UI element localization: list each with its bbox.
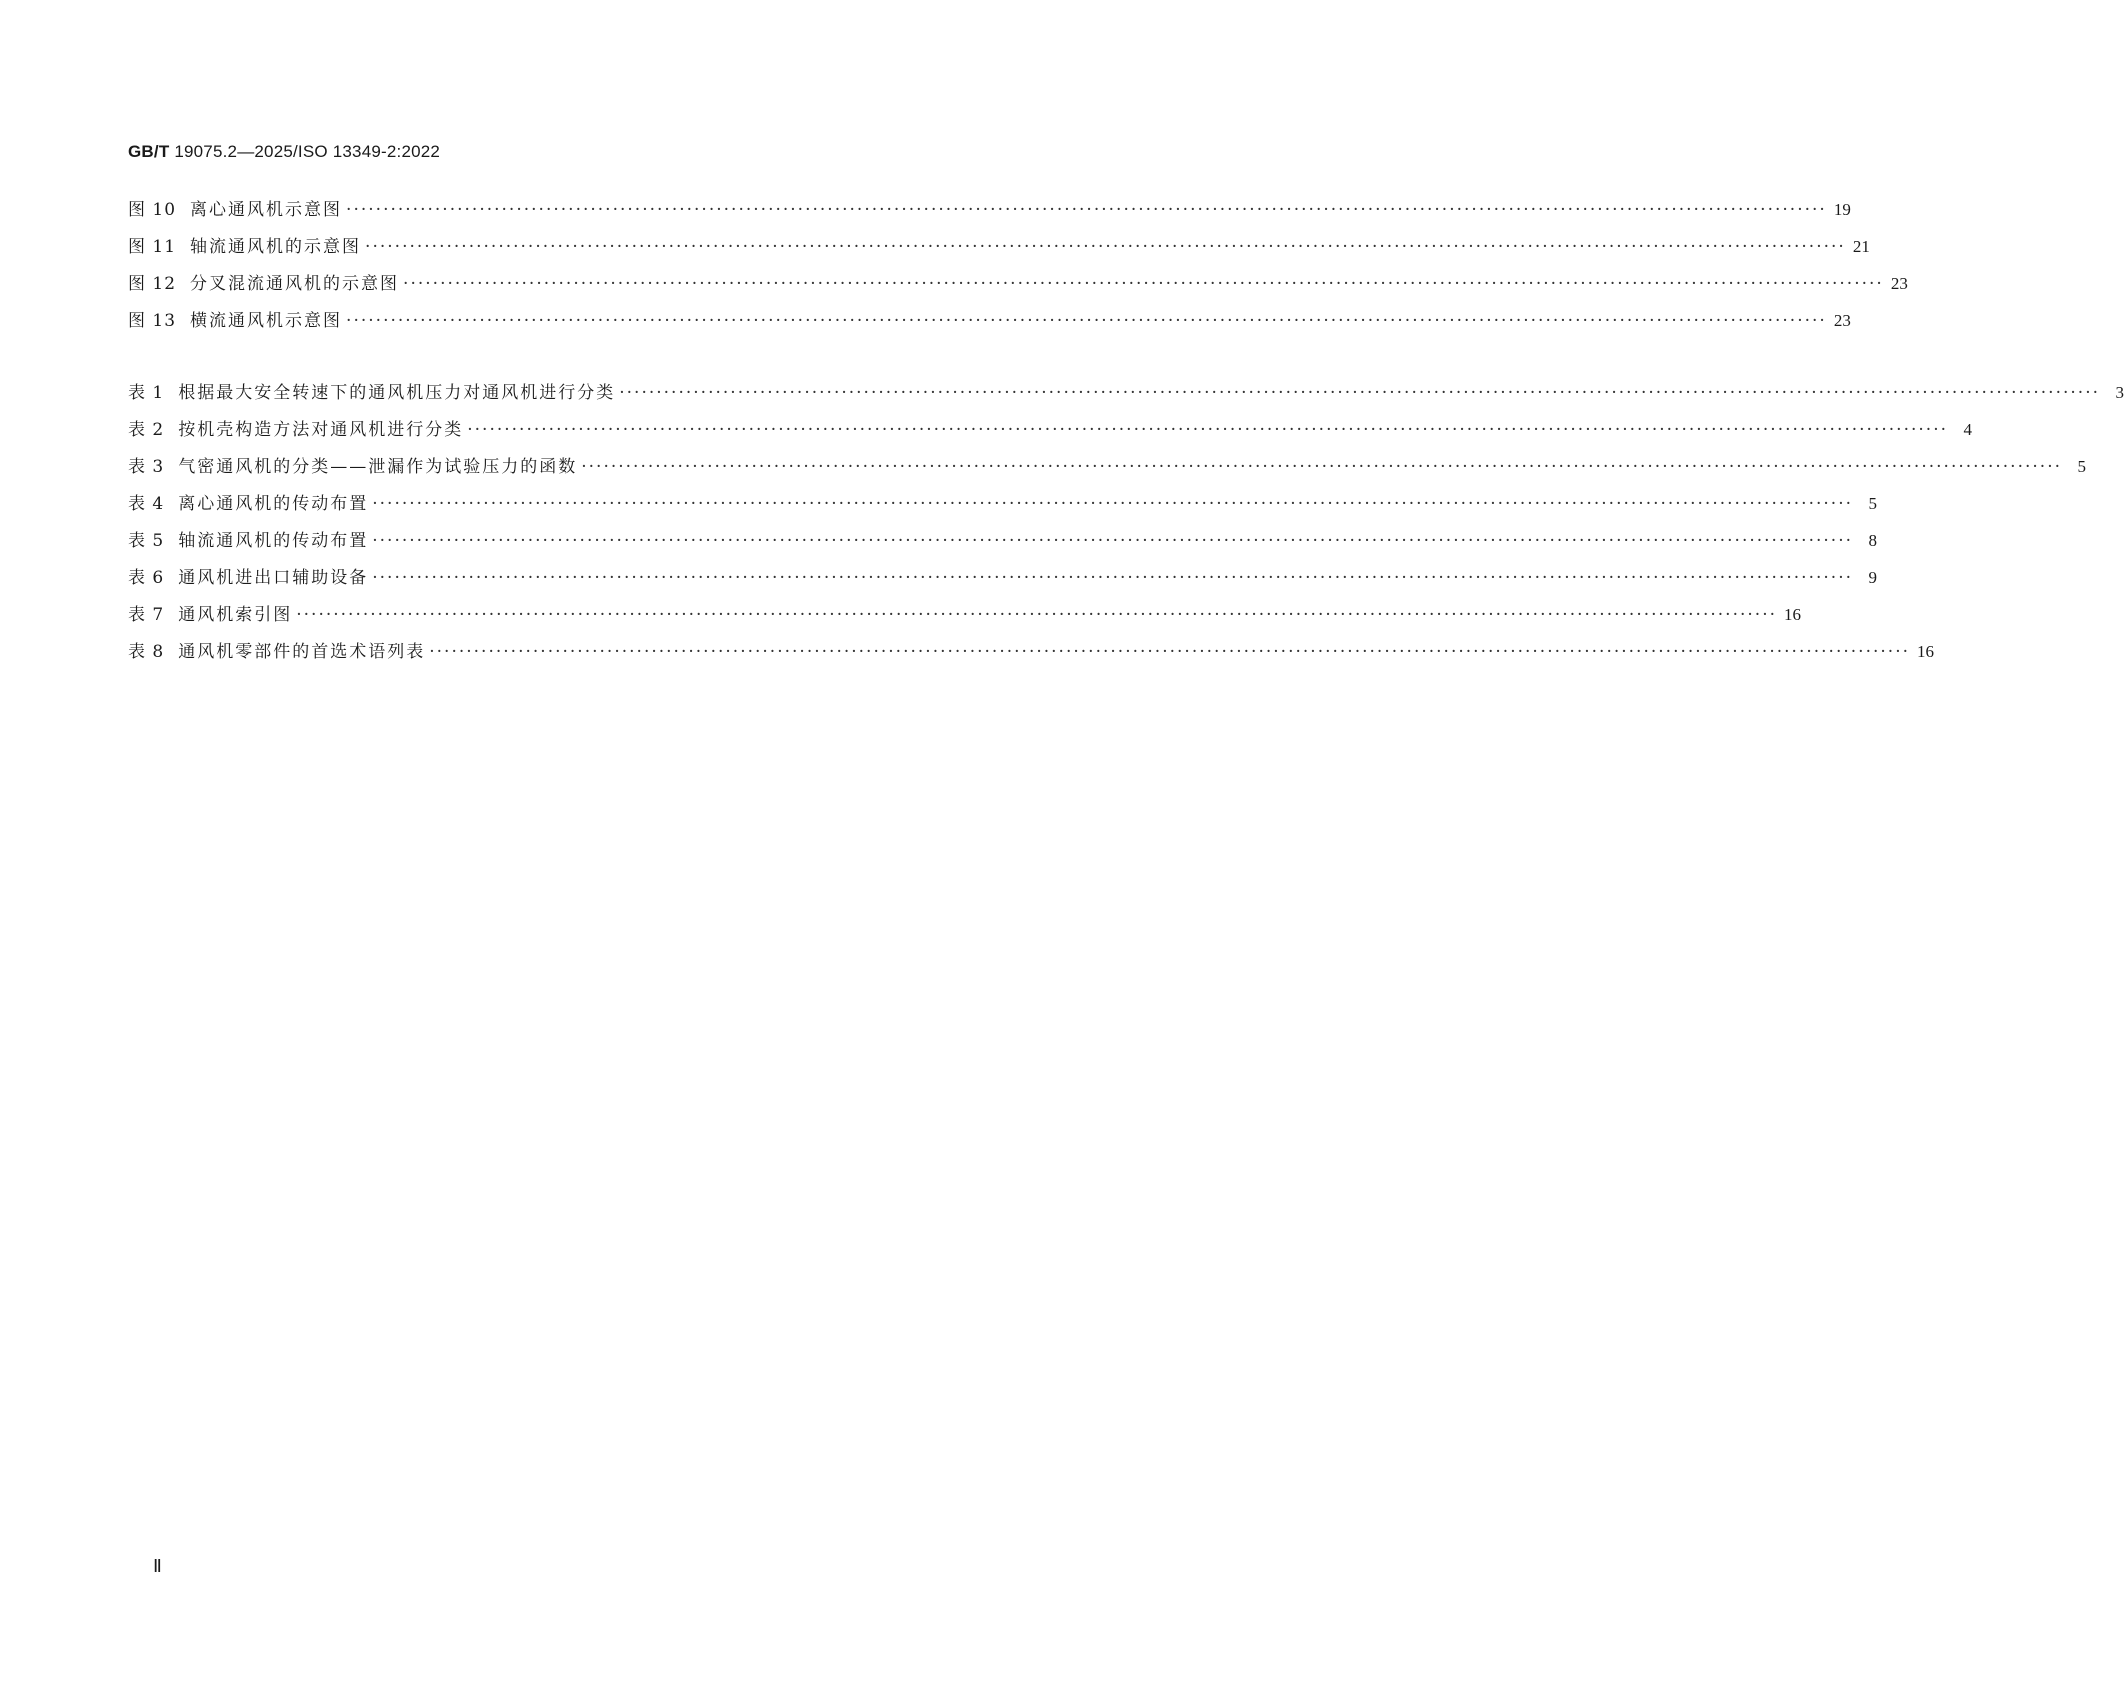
entry-title: 横流通风机示意图 xyxy=(190,311,343,331)
entry-label: 图 10 xyxy=(128,200,177,220)
entry-title: 通风机索引图 xyxy=(178,605,293,625)
toc-entry-table-8[interactable] xyxy=(128,637,1934,674)
toc-entry-figure-11[interactable] xyxy=(128,232,1870,269)
entry-title: 按机壳构造方法对通风机进行分类 xyxy=(178,420,464,440)
toc-entry-table-7[interactable] xyxy=(128,600,1801,637)
entry-title: 通风机进出口辅助设备 xyxy=(178,568,369,588)
dot-leader: ········································································································································································································ xyxy=(346,200,1827,220)
toc-entry-figure-12[interactable] xyxy=(128,269,1908,306)
entry-page: 23 xyxy=(1890,274,1908,293)
entry-page: 19 xyxy=(1833,200,1851,219)
entry-label: 图 12 xyxy=(128,274,177,294)
entry-page: 21 xyxy=(1852,237,1870,256)
entry-label: 表 2 xyxy=(128,420,165,440)
toc-entry-table-3[interactable] xyxy=(128,452,2086,489)
dot-leader: ········································································································································································································ xyxy=(296,605,1777,625)
entry-page: 23 xyxy=(1833,311,1851,330)
dot-leader: ········································································································································································································ xyxy=(581,457,2062,477)
toc-entry-figure-13[interactable] xyxy=(128,306,1851,343)
entry-title: 气密通风机的分类——泄漏作为试验压力的函数 xyxy=(178,457,578,477)
toc-entry-table-1[interactable] xyxy=(128,378,2124,415)
dot-leader: ········································································································································································································ xyxy=(429,642,1910,662)
figure-list xyxy=(128,195,1908,343)
entry-page: 4 xyxy=(1963,420,1972,439)
entry-label: 图 11 xyxy=(128,237,177,257)
entry-page: 8 xyxy=(1868,531,1877,550)
entry-page: 9 xyxy=(1868,568,1877,587)
document-header xyxy=(128,142,440,162)
page-number: Ⅱ xyxy=(153,1556,162,1576)
entry-label: 表 4 xyxy=(128,494,165,514)
entry-title: 根据最大安全转速下的通风机压力对通风机进行分类 xyxy=(178,383,616,403)
dot-leader: ········································································································································································································ xyxy=(365,237,1846,257)
toc-entry-table-6[interactable] xyxy=(128,563,1877,600)
dot-leader: ········································································································································································································ xyxy=(403,274,1884,294)
entry-label: 表 7 xyxy=(128,605,165,625)
entry-title: 分叉混流通风机的示意图 xyxy=(190,274,400,294)
standard-number: 19075.2—2025/ISO 13349-2:2022 xyxy=(169,142,441,161)
dot-leader: ········································································································································································································ xyxy=(467,420,1948,440)
entry-page: 3 xyxy=(2115,383,2124,402)
dot-leader: ········································································································································································································ xyxy=(619,383,2100,403)
entry-page: 16 xyxy=(1784,605,1801,624)
dot-leader: ········································································································································································································ xyxy=(372,531,1853,551)
entry-title: 离心通风机示意图 xyxy=(190,200,343,220)
dot-leader: ········································································································································································································ xyxy=(346,311,1827,331)
standard-prefix: GB/T xyxy=(128,142,170,161)
entry-title: 轴流通风机的示意图 xyxy=(190,237,362,257)
toc-entry-table-2[interactable] xyxy=(128,415,1972,452)
entry-label: 表 6 xyxy=(128,568,165,588)
entry-label: 表 3 xyxy=(128,457,165,477)
entry-title: 离心通风机的传动布置 xyxy=(178,494,369,514)
entry-label: 表 8 xyxy=(128,642,165,662)
entry-title: 轴流通风机的传动布置 xyxy=(178,531,369,551)
entry-title: 通风机零部件的首选术语列表 xyxy=(178,642,426,662)
dot-leader: ········································································································································································································ xyxy=(372,494,1853,514)
entry-page: 16 xyxy=(1917,642,1934,661)
toc-entry-table-4[interactable] xyxy=(128,489,1877,526)
entry-label: 图 13 xyxy=(128,311,177,331)
toc-entry-table-5[interactable] xyxy=(128,526,1877,563)
entry-label: 表 5 xyxy=(128,531,165,551)
dot-leader: ········································································································································································································ xyxy=(372,568,1853,588)
entry-page: 5 xyxy=(1868,494,1877,513)
table-list xyxy=(128,378,2124,674)
entry-label: 表 1 xyxy=(128,383,165,403)
entry-page: 5 xyxy=(2077,457,2086,476)
toc-entry-figure-10[interactable] xyxy=(128,195,1851,232)
